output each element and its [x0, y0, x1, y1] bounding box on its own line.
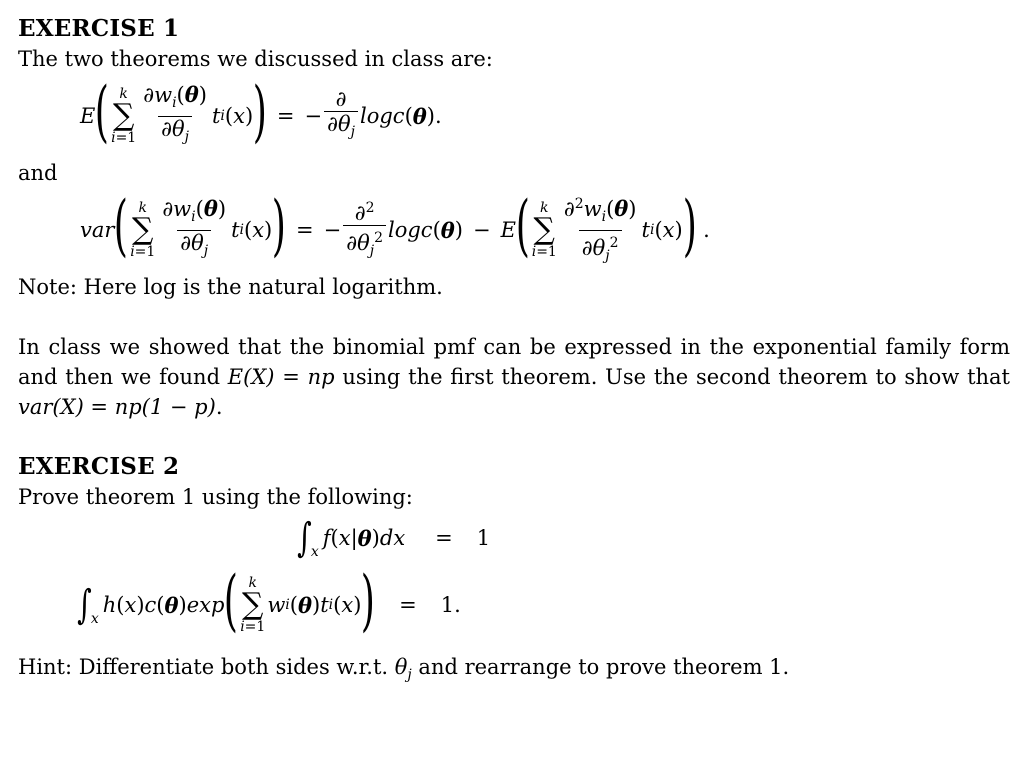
and-word: and	[18, 161, 58, 185]
theorem-1-equation: E ( k ∑ i=1 $\frac{\partial w_i(\theta)}{\partial\theta_j}$ t i ( x ) ) = − $\frac{\partial}{\partial\theta_j}$ logc ( θ ).	[80, 73, 442, 150]
hint-math-theta: θ	[394, 655, 408, 679]
density-integral-equation: ∫ x f ( x | θ ) dx = 1	[297, 515, 491, 561]
exercise-2-equations	[18, 512, 1010, 652]
hint-text	[18, 652, 1010, 690]
exercise-1-heading: EXERCISE 1	[18, 15, 180, 42]
exercise-1-intro: The two theorems we discussed in class are:	[18, 47, 493, 71]
exercise-2-heading: EXERCISE 2	[18, 453, 180, 480]
exercise-2-intro: Prove theorem 1 using the following:	[18, 485, 413, 509]
exponential-family-integral-equation: ∫ x h ( x ) c ( θ ) exp ( k ∑ i=1 w i ( θ ) t i ( x ) ) = 1.	[77, 562, 461, 639]
hint-text-2: and rearrange to prove theorem 1.	[411, 655, 790, 679]
paragraph-end: .	[215, 395, 223, 419]
note-text: Note: Here log is the natural logarithm.	[18, 275, 443, 299]
exercise-1-paragraph	[18, 332, 1010, 422]
paragraph-text-2: using the first theorem. Use the second theorem to show that	[334, 365, 1010, 389]
hint-math-subscript: j	[407, 667, 412, 684]
paragraph-math-mean: E(X) = np	[227, 365, 335, 389]
paragraph-math-variance: var(X) = np(1 − p)	[18, 395, 216, 419]
document-page	[18, 14, 1010, 690]
paragraph-text-1: In class we showed that the binomial pmf can be expressed in the exponential family form and then we found	[18, 335, 1010, 389]
hint-text-1: Hint: Differentiate both sides w.r.t.	[18, 655, 395, 679]
theorem-2-equation: var ( k ∑ i=1 $\frac{\partial w_i(\theta)}{\partial\theta_j}$ t i ( x ) ) = − $\frac{\partial^2}{\partial\theta_j^2}$ logc ( θ ) − E ( k ∑ i=1 $\frac{\partial^2w_i(\theta)}{\partial\theta_j^2}$ t i ( x ) ) .	[18, 188, 1010, 272]
